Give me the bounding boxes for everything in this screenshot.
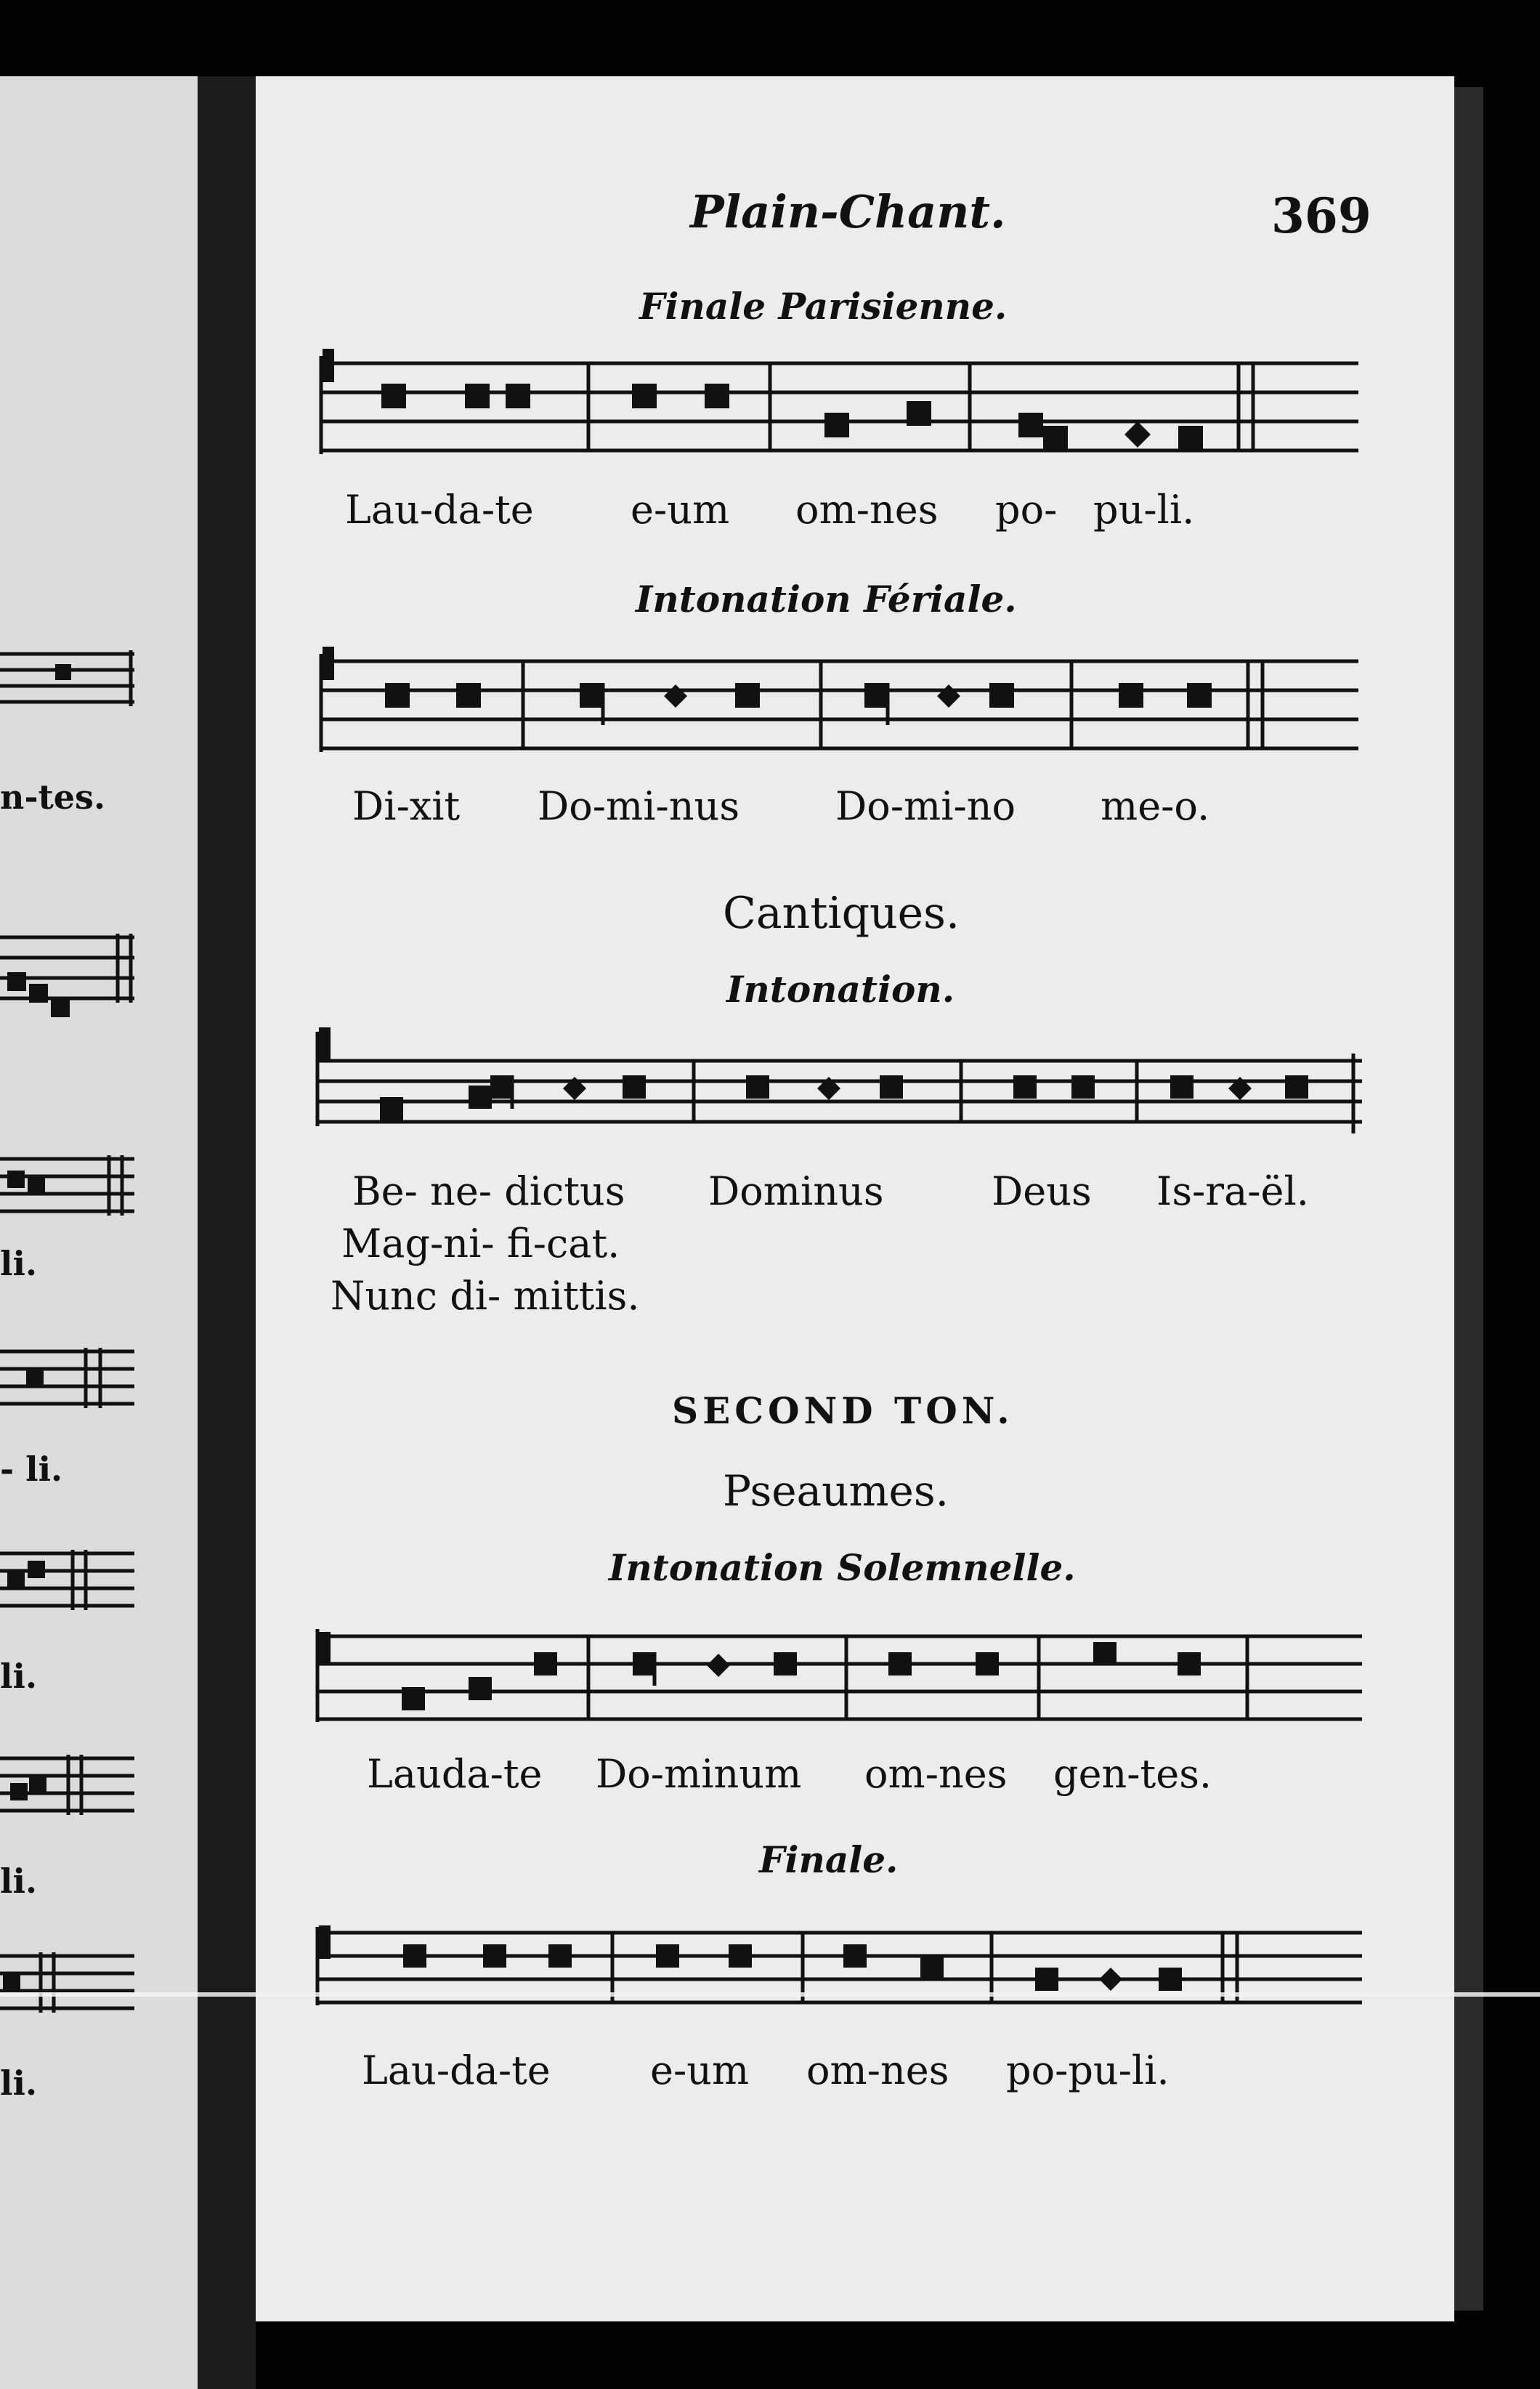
page-edge <box>1454 87 1483 2311</box>
lyric: Dominus <box>708 1168 884 1214</box>
clef <box>319 1925 331 1959</box>
tone-heading: SECOND TON. <box>672 1389 1014 1432</box>
section-title: Intonation Solemnelle. <box>609 1546 1076 1589</box>
left-fragment-text: li. <box>0 2063 37 2103</box>
lyric: Deus <box>992 1168 1092 1214</box>
left-staff-fragment <box>0 1337 145 1417</box>
section-title: Finale Parisienne. <box>639 285 1008 328</box>
lyric-extra-line: Mag-ni- fi-cat. <box>341 1221 620 1266</box>
lyric: Do-minum <box>596 1751 802 1797</box>
lyric: e-um <box>631 487 730 533</box>
left-staff-fragment <box>0 1744 145 1824</box>
scan-artifact-line <box>0 1992 1540 1997</box>
clef <box>319 1632 331 1665</box>
lyric: Di-xit <box>352 783 461 829</box>
left-fragment-text: li. <box>0 1862 37 1901</box>
left-fragment-text: n-tes. <box>0 777 105 817</box>
lyric: om-nes <box>864 1751 1008 1797</box>
lyric: pu-li. <box>1093 487 1195 533</box>
lyric: Do-mi-nus <box>538 783 740 829</box>
lyric: po- <box>995 487 1058 533</box>
music-staff <box>312 341 1366 465</box>
lyric: gen-tes. <box>1053 1751 1212 1797</box>
left-staff-fragment <box>0 1144 145 1224</box>
lyric: Lau-da-te <box>345 487 534 533</box>
section-title: Intonation. <box>726 968 955 1011</box>
lyric: Lauda-te <box>367 1751 543 1797</box>
lyric: me-o. <box>1101 783 1210 829</box>
lyric: om-nes <box>806 2048 949 2093</box>
music-staff <box>312 639 1366 763</box>
clef <box>323 349 334 382</box>
lyric: e-um <box>650 2048 750 2093</box>
section-title: Finale. <box>759 1838 899 1881</box>
left-page-fragment <box>0 76 198 2389</box>
lyric: Be- ne- dictus <box>352 1168 625 1214</box>
running-title: Plain-Chant. <box>690 185 1006 238</box>
clef <box>323 647 334 680</box>
page-number: 369 <box>1271 187 1371 244</box>
section-title: Intonation Fériale. <box>636 578 1017 621</box>
music-staff <box>309 1620 1369 1737</box>
left-fragment-text: - li. <box>0 1450 63 1489</box>
section-heading: Pseaumes. <box>723 1466 949 1516</box>
section-heading: Cantiques. <box>723 888 960 939</box>
book-gutter <box>198 76 256 2389</box>
clef <box>319 1027 331 1061</box>
lyric-extra-line: Nunc di- mittis. <box>331 1273 640 1319</box>
music-staff <box>309 1918 1369 2027</box>
lyric: Is-ra-ël. <box>1156 1168 1309 1214</box>
left-staff-fragment <box>0 1941 145 2021</box>
lyric: Lau-da-te <box>362 2048 551 2093</box>
left-staff-fragment <box>0 923 145 1017</box>
left-staff-fragment <box>0 639 145 712</box>
music-staff <box>309 1024 1369 1148</box>
lyric: po-pu-li. <box>1006 2048 1170 2093</box>
lyric: om-nes <box>795 487 939 533</box>
left-fragment-text: li. <box>0 1244 37 1283</box>
left-fragment-text: li. <box>0 1657 37 1696</box>
lyric: Do-mi-no <box>835 783 1016 829</box>
left-staff-fragment <box>0 1539 145 1619</box>
